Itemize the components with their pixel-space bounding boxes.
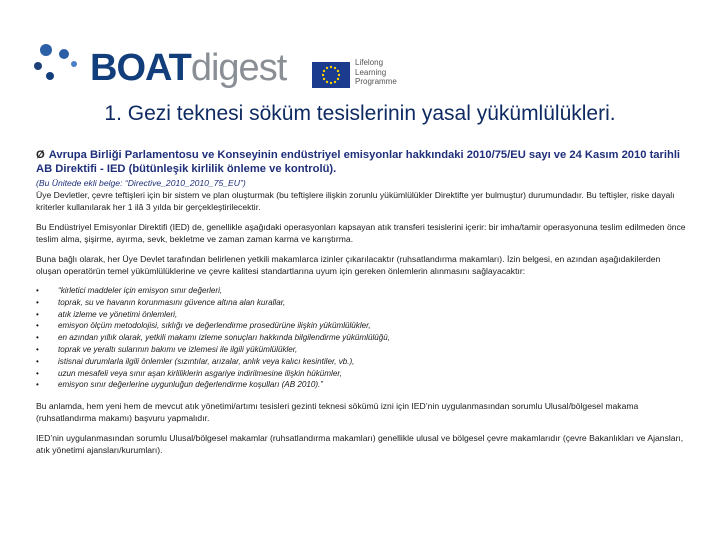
list-item (36, 320, 686, 332)
list-item (36, 379, 686, 391)
arrow-bullet-icon: Ø (36, 149, 45, 161)
llp-line-1: Lifelong (355, 58, 384, 67)
paragraph-authorities: IED’nin uygulanmasından sorumlu Ulusal/bölgesel makamlar (ruhsatlandırma makamları) genellikle ulusal ve bölgesel çevre makamlarıdır (çevre Bakanlıkları ve Ajansları, atık yönetimi ajansları/kurumları). (36, 433, 684, 455)
bullet-icon: • (36, 297, 39, 307)
logo-boat-text: BOAT (90, 47, 191, 89)
attached-document-reference: (Bu Ünitede ekli belge: “Directive_2010_2010_75_EU”) (36, 178, 246, 188)
boatdigest-logo (34, 40, 294, 100)
bullet-icon: • (36, 309, 39, 319)
bullet-icon: • (36, 321, 39, 331)
list-item (36, 344, 686, 356)
list-item (36, 368, 686, 380)
logo-wordmark (90, 46, 286, 90)
list-item-text: emisyon ölçüm metodolojisi, sıklığı ve değerlendirme prosedürüne ilişkin yükümlülükler, (58, 321, 371, 331)
bullet-icon: • (36, 380, 39, 390)
logo-dots-icon (34, 40, 94, 100)
bullet-icon: • (36, 368, 39, 378)
llp-line-2: Learning (355, 67, 387, 77)
list-item (36, 309, 686, 321)
list-item-text: toprak ve yeraltı sularının bakımı ve izlemesi ile ilgili yükümlülükler, (58, 344, 298, 354)
list-item-text: atık izleme ve yönetimi önlemleri, (58, 309, 178, 319)
main-content (36, 148, 686, 456)
bullet-icon: • (36, 286, 39, 295)
page-title: 1. Gezi teknesi söküm tesislerinin yasal yükümlülükleri. (104, 102, 616, 125)
list-item-text: uzun mesafeli veya sınır aşan kirliliklerin asgariye indirilmesine ilişkin hükümler, (58, 368, 342, 378)
list-item-text: istisnai durumlarla ilgili önlemler (sızıntılar, arızalar, anlık veya kalıcı kesintiler, vb.), (58, 356, 355, 366)
list-item (36, 297, 686, 309)
llp-line-3: Programme (355, 77, 397, 86)
paragraph-ied-scope: Bu Endüstriyel Emisyonlar Direktifi (IED) de, genellikle aşağıdaki operasyonları kapsayan atık transferi tesislerini içerir: bir imha/tamir operasyonuna teslim edilmeden önce teslim alma, şişirme, ayırma, sevk, bekletme ve zaman zaman karma ve karıştırma. (36, 222, 686, 244)
eu-flag-icon (312, 62, 350, 88)
paragraph-inspections: Üye Devletler, çevre teftişleri için bir sistem ve plan oluşturmak (bu teftişlere ilişkin zorunlu yükümlülükler Direktifte yer bulmuştur) durumundadır. Bu teftişler, riske dayalı kriterler kullanılarak her 1 ilâ 3 yılda bir gerçekleştirilecektir. (36, 190, 675, 212)
list-item (36, 332, 686, 344)
bullet-icon: • (36, 333, 39, 343)
logo-digest-text: digest (190, 47, 287, 89)
list-item (36, 356, 686, 368)
list-item-text: toprak, su ve havanın korunmasını güvence altına alan kurallar, (58, 297, 286, 307)
paragraph-permits: Buna bağlı olarak, her Üye Devlet tarafından belirlenen yetkili makamlarca izinler çıkarılacaktır (ruhsatlandırma makamları). İzin belgesi, en azından aşağıdakilerden oluşan operatörün temel yükümlülüklerine ve çevre kalitesi standartlarına uyum için gereken önlemlerin alınmasını sağlayacaktır: (36, 254, 661, 276)
obligations-list (36, 285, 686, 391)
bullet-icon: • (36, 356, 39, 366)
lead-paragraph (36, 148, 686, 176)
bullet-icon: • (36, 344, 39, 354)
list-item (36, 285, 686, 297)
list-item-text: “kirletici maddeler için emisyon sınır değerleri, (58, 286, 223, 295)
lifelong-learning-programme-label (355, 58, 397, 87)
list-item-text: en azından yıllık olarak, yetkili makamı izleme sonuçları hakkında bilgilendirme yükümlülüğü, (58, 333, 390, 343)
paragraph-application: Bu anlamda, hem yeni hem de mevcut atık yönetimi/artımı tesisleri gezinti teknesi sökümü izni için IED’nin uygulanmasından sorumlu Ulusal/bölgesel makama (ruhsatlandırma makamı) başvuru yapmalıdır. (36, 401, 639, 423)
list-item-text: emisyon sınır değerlerine uygunluğun değerlendirme koşulları (AB 2010).” (58, 380, 323, 390)
lead-text: Avrupa Birliği Parlamentosu ve Konseyinin endüstriyel emisyonlar hakkındaki 2010/75/EU sayı ve 24 Kasım 2010 tarihli AB Direktifi - IED (bütünleşik kirlilik önleme ve kontrolü). (36, 149, 681, 175)
